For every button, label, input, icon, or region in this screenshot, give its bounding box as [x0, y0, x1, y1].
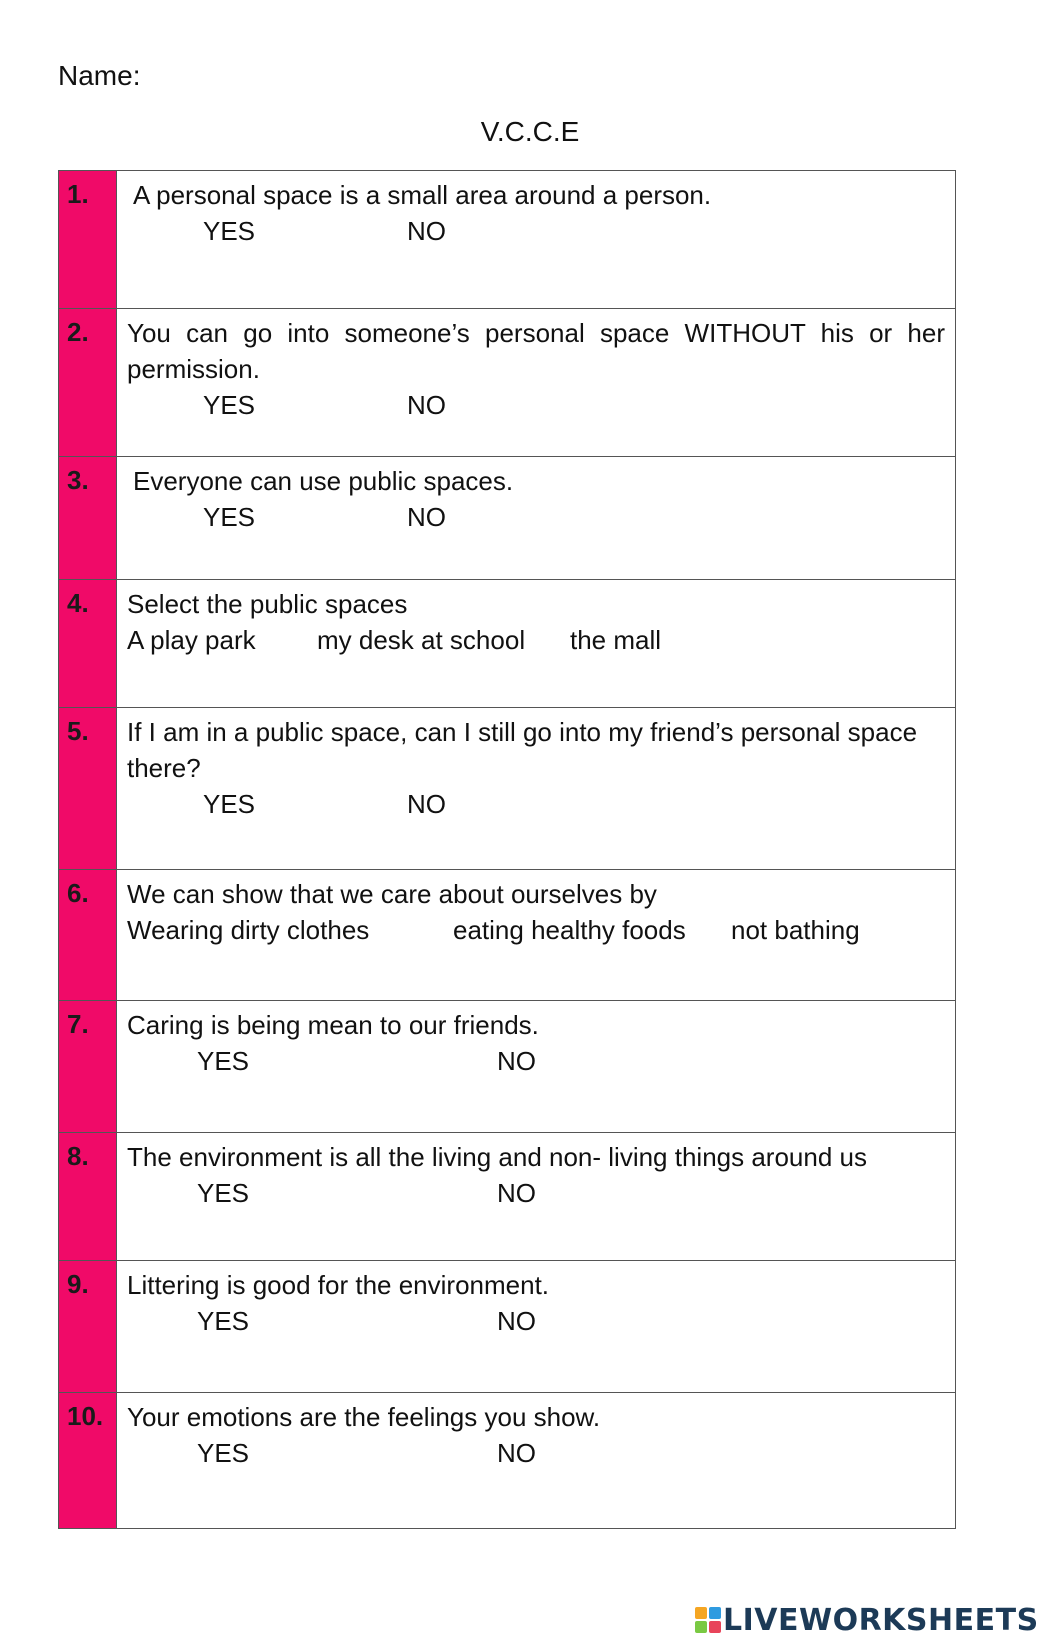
question-number: 6.	[59, 870, 117, 1001]
question-row	[59, 1133, 956, 1261]
question-text: Littering is good for the environment.	[127, 1270, 550, 1300]
answer-option[interactable]: the mall	[570, 625, 662, 655]
question-number: 7.	[59, 1001, 117, 1133]
answer-option[interactable]: YES	[197, 1046, 250, 1076]
page-title: V.C.C.E	[480, 116, 580, 147]
question-row	[59, 870, 956, 1001]
answer-option[interactable]: NO	[497, 1306, 536, 1336]
question-cell	[117, 580, 956, 708]
question-text: You can go into someone’s personal space WITHOUT his or her permission.	[127, 318, 945, 384]
answer-option[interactable]: NO	[497, 1438, 536, 1468]
question-cell	[117, 708, 956, 870]
answer-option[interactable]: Wearing dirty clothes	[127, 915, 370, 945]
question-cell	[117, 171, 956, 309]
question-row	[59, 708, 956, 870]
question-number: 10.	[59, 1393, 117, 1529]
question-row	[59, 1261, 956, 1393]
liveworksheets-logo	[695, 1603, 1039, 1637]
question-row	[59, 1001, 956, 1133]
question-text: Select the public spaces	[127, 589, 408, 619]
question-row	[59, 171, 956, 309]
question-cell	[117, 1133, 956, 1261]
logo-text: LIVEWORKSHEETS	[723, 1602, 1039, 1638]
answer-option[interactable]: YES	[197, 1306, 250, 1336]
question-row	[59, 1393, 956, 1529]
answer-option[interactable]: A play park	[127, 625, 256, 655]
question-number: 5.	[59, 708, 117, 870]
question-number: 9.	[59, 1261, 117, 1393]
question-text: Everyone can use public spaces.	[133, 466, 514, 496]
question-number: 2.	[59, 309, 117, 457]
answer-option[interactable]: NO	[407, 502, 446, 532]
answer-option[interactable]: YES	[197, 1178, 250, 1208]
question-cell	[117, 457, 956, 580]
answer-option[interactable]: YES	[203, 216, 256, 246]
question-cell	[117, 1001, 956, 1133]
question-number: 4.	[59, 580, 117, 708]
question-text: Caring is being mean to our friends.	[127, 1010, 539, 1040]
question-text: We can show that we care about ourselves by	[127, 879, 657, 909]
question-row	[59, 309, 956, 457]
name-label: Name:	[58, 60, 141, 91]
question-text: The environment is all the living and non- living things around us	[127, 1142, 867, 1172]
answer-option[interactable]: YES	[197, 1438, 250, 1468]
question-cell	[117, 870, 956, 1001]
question-row	[59, 580, 956, 708]
answer-option[interactable]: not bathing	[731, 915, 860, 945]
answer-option[interactable]: eating healthy foods	[453, 915, 686, 945]
question-text: A personal space is a small area around a person.	[133, 180, 712, 210]
answer-option[interactable]: my desk at school	[317, 625, 526, 655]
answer-option[interactable]: NO	[407, 390, 446, 420]
question-text: Your emotions are the feelings you show.	[127, 1402, 601, 1432]
question-cell	[117, 1393, 956, 1529]
answer-option[interactable]: YES	[203, 390, 256, 420]
question-number: 1.	[59, 171, 117, 309]
question-number: 3.	[59, 457, 117, 580]
answer-option[interactable]: YES	[203, 789, 256, 819]
question-row	[59, 457, 956, 580]
question-table	[58, 170, 956, 1529]
answer-option[interactable]: YES	[203, 502, 256, 532]
liveworksheets-logo-icon	[695, 1607, 721, 1633]
question-text: If I am in a public space, can I still go into my friend’s personal space there?	[127, 717, 918, 783]
question-cell	[117, 1261, 956, 1393]
answer-option[interactable]: NO	[497, 1046, 536, 1076]
answer-option[interactable]: NO	[407, 789, 446, 819]
answer-option[interactable]: NO	[497, 1178, 536, 1208]
answer-option[interactable]: NO	[407, 216, 446, 246]
question-cell	[117, 309, 956, 457]
question-number: 8.	[59, 1133, 117, 1261]
